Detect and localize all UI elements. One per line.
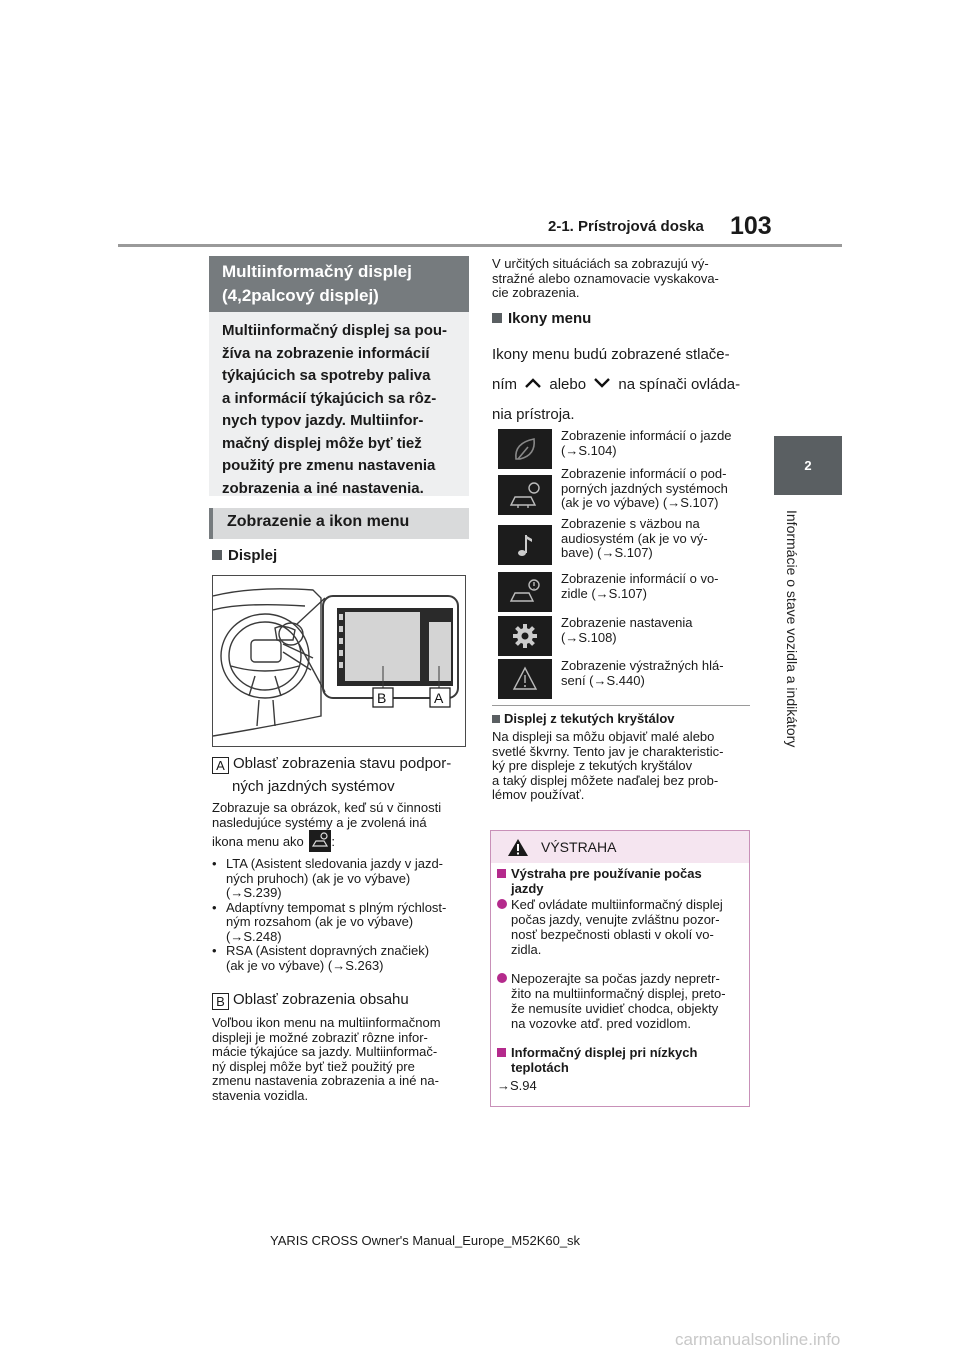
lcd-line: ký pre displeje z tekutých kryštálov xyxy=(492,758,693,773)
menu-item xyxy=(498,616,754,656)
menu-item-line: (→S.104) xyxy=(561,442,617,458)
popup-intro xyxy=(492,257,754,301)
menu-item xyxy=(498,429,754,469)
intro-line: a informácií týkajúcich sa rôz- xyxy=(222,389,437,407)
label-b-box: B xyxy=(212,993,229,1010)
intro-box xyxy=(209,312,469,496)
intro-line: zobrazenia a iné nastavenia. xyxy=(222,479,424,497)
desc-line: mácie týkajúce sa jazdy. Multiinformač- xyxy=(212,1044,438,1059)
menu-text-line2c: na spínači ovláda- xyxy=(618,376,741,393)
area-b-description xyxy=(212,1016,474,1103)
header-rule xyxy=(118,244,842,247)
lcd-line: a taký displej môžete naďalej bez prob- xyxy=(492,772,719,788)
menu-text-line1: Ikony menu budú zobrazené stlače- xyxy=(492,346,730,363)
bullet-dot: • xyxy=(212,899,217,915)
area-a-description xyxy=(212,801,474,852)
section-heading-line1: Multiinformačný displej xyxy=(222,262,412,281)
desc-line-text: ikona menu ako xyxy=(212,834,304,849)
menu-icons-heading xyxy=(492,310,591,327)
desc-line: stavenia vozidla. xyxy=(212,1087,309,1103)
area-a-title-line1: Oblasť zobrazenia stavu podpor- xyxy=(233,755,452,772)
bullet-dot: • xyxy=(212,943,217,958)
warning-line: že nemusíte uvidieť chodca, objekty xyxy=(511,1001,719,1016)
warning-heading-2 xyxy=(497,1045,747,1075)
lcd-line: lémov používať. xyxy=(492,787,585,802)
intro-line: cie zobrazenia. xyxy=(492,285,580,300)
menu-text-line3: nia prístroja. xyxy=(492,406,575,423)
intro-line: stražné alebo oznamovacie vyskakova- xyxy=(492,270,719,286)
menu-text-line2 xyxy=(492,370,757,400)
desc-line: nasledujúce systémy a je zvolená iná xyxy=(212,814,427,830)
intro-line: Multiinformačný displej sa pou- xyxy=(222,322,448,339)
menu-item-line: Zobrazenie informácií o jazde xyxy=(561,428,732,443)
warning-heading-line: Informačný displej pri nízkych xyxy=(511,1045,698,1060)
lcd-heading xyxy=(492,711,675,726)
menu-icons-text xyxy=(492,340,757,430)
chapter-tab: 2 xyxy=(774,436,842,495)
warning-line: počas jazdy, venujte zvláštnu pozor- xyxy=(511,912,720,927)
area-a-title-line2: ných jazdných systémov xyxy=(232,778,395,795)
lcd-line: Na displeji sa môžu objaviť malé alebo xyxy=(492,729,715,744)
warning-box xyxy=(490,830,750,1107)
magenta-square-icon xyxy=(497,869,506,878)
warning-line: žito na multiinformačný displej, preto- xyxy=(511,986,726,1001)
divider xyxy=(492,705,750,706)
bullet-line: ných pruhoch) (ak je vo výbave) xyxy=(226,870,411,886)
bullet-line: (→S.239) xyxy=(226,885,282,900)
warning-reference: →S.94 xyxy=(497,1078,537,1093)
menu-item-line: audiosystém (ak je vo vý- xyxy=(561,530,708,546)
square-bullet-icon xyxy=(492,715,500,723)
menu-item xyxy=(498,516,754,565)
section-heading-line2: (4,2palcový displej) xyxy=(222,286,379,305)
menu-item xyxy=(498,572,754,612)
dashboard-illustration xyxy=(213,576,465,746)
bullet-line: Adaptívny tempomat s plným rýchlost- xyxy=(226,899,447,915)
warning-line: na vozovke atď. pred vozidlom. xyxy=(511,1016,691,1031)
section-title: 2-1. Prístrojová doska xyxy=(548,218,704,235)
menu-item-text xyxy=(561,517,756,561)
desc-line: displeji je možné zobraziť rôzne infor- xyxy=(212,1029,428,1045)
warning-line: Keď ovládate multiinformačný displej xyxy=(511,897,723,912)
menu-item-text xyxy=(561,659,756,688)
menu-item-line: Zobrazenie informácií o vo- xyxy=(561,571,719,586)
menu-item-line: Zobrazenie informácií o pod- xyxy=(561,466,727,481)
warning-heading-line: jazdy xyxy=(511,881,544,896)
driving-assist-icon xyxy=(498,475,552,515)
warning-icon xyxy=(507,838,529,857)
desc-line: Zobrazuje sa obrázok, keď sú v činnosti xyxy=(212,800,442,815)
warning-header xyxy=(491,831,749,863)
bullet-line: LTA (Asistent sledovania jazdy v jazd- xyxy=(226,856,444,871)
menu-item-text xyxy=(561,616,756,645)
label-a-box: A xyxy=(212,757,229,774)
bullet-dot: • xyxy=(212,856,217,871)
intro-line: nych typov jazdy. Multiinfor- xyxy=(222,412,424,429)
magenta-dot-icon xyxy=(497,973,507,983)
assist-menu-icon xyxy=(309,830,331,852)
desc-line: zmenu nastavenia zobrazenia a iné na- xyxy=(212,1073,439,1088)
bullet-line: ným rozsahom (ak je vo výbave) xyxy=(226,914,414,929)
menu-item-line: (ak je vo výbave) (→S.107) xyxy=(561,495,719,510)
square-bullet-icon xyxy=(492,313,502,323)
menu-text-line2b: alebo xyxy=(549,376,587,393)
bullet-line: (ak je vo výbave) (→S.263) xyxy=(226,957,384,973)
display-heading xyxy=(212,547,277,564)
dashboard-figure xyxy=(212,575,466,747)
menu-item xyxy=(498,466,754,515)
intro-line: žíva na zobrazenie informácií xyxy=(222,344,430,362)
desc-line: ný displej môže byť tiež použitý pre xyxy=(212,1058,415,1074)
menu-icons-heading-text: Ikony menu xyxy=(508,310,592,327)
menu-item-line: Zobrazenie nastavenia xyxy=(561,615,693,630)
warning-paragraph-1 xyxy=(497,897,747,957)
figure-label-b: B xyxy=(377,690,387,706)
area-a-title xyxy=(212,752,474,798)
desc-line: Voľbou ikon menu na multiinformačnom xyxy=(212,1015,441,1030)
menu-item-line: bave) (→S.107) xyxy=(561,545,653,560)
menu-item-text xyxy=(561,572,756,601)
intro-line: týkajúcich sa spotreby paliva xyxy=(222,367,431,384)
display-heading-text: Displej xyxy=(228,547,278,564)
menu-item-line: (→S.108) xyxy=(561,629,617,645)
area-b-title xyxy=(212,988,474,1011)
figure-label-a: A xyxy=(434,690,444,706)
menu-item-text xyxy=(561,467,756,511)
intro-line: V určitých situáciách sa zobrazujú vý- xyxy=(492,256,709,271)
menu-item xyxy=(498,659,754,699)
bullet-line: (→S.248) xyxy=(226,928,282,944)
square-bullet-icon xyxy=(212,550,222,560)
page-number: 103 xyxy=(730,212,772,240)
magenta-dot-icon xyxy=(497,899,507,909)
list-item xyxy=(212,944,474,973)
warning-heading-1 xyxy=(497,866,747,896)
warning-heading-line: Výstraha pre používanie počas xyxy=(511,866,702,881)
bullet-line: RSA (Asistent dopravných značiek) xyxy=(226,943,430,958)
chapter-side-title xyxy=(786,510,802,790)
menu-item-line: Zobrazenie s väzbou na xyxy=(561,516,700,531)
lcd-heading-text: Displej z tekutých kryštálov xyxy=(504,711,675,726)
warning-triangle-icon xyxy=(498,659,552,699)
chevron-up-icon xyxy=(524,377,542,389)
chapter-side-title-text: Informácie o stave vozidla a indikátory xyxy=(784,510,800,748)
intro-line: použitý pre zmenu nastavenia xyxy=(222,457,436,474)
warning-paragraph-2 xyxy=(497,971,747,1031)
warning-content xyxy=(497,866,747,1093)
magenta-square-icon xyxy=(497,1048,506,1057)
warning-line: Nepozerajte sa počas jazdy nepretr- xyxy=(511,971,720,986)
warning-line: zidla. xyxy=(511,942,542,957)
watermark: carmanualsonline.info xyxy=(675,1330,841,1349)
menu-item-line: porných jazdných systémoch xyxy=(561,480,728,496)
intro-line: mačný displej môže byť tiež xyxy=(222,434,422,452)
list-item xyxy=(212,901,474,945)
area-b-title-text: Oblasť zobrazenia obsahu xyxy=(233,991,409,1008)
desc-line-end: : xyxy=(331,834,336,849)
music-note-icon xyxy=(498,525,552,565)
menu-text-line2a: ním xyxy=(492,376,518,393)
desc-line xyxy=(212,830,474,852)
menu-item-line: Zobrazenie výstražných hlá- xyxy=(561,658,724,673)
warning-heading-line: teplotách xyxy=(511,1060,569,1075)
subsection-title: Zobrazenie a ikon menu xyxy=(209,508,469,539)
bullet-list xyxy=(212,857,474,973)
warning-title: VÝSTRAHA xyxy=(541,839,617,855)
menu-item-line: sení (→S.440) xyxy=(561,672,645,688)
footer-text: YARIS CROSS Owner's Manual_Europe_M52K60_sk xyxy=(270,1233,581,1248)
vehicle-info-icon xyxy=(498,572,552,612)
lcd-line: svetlé škvrny. Tento jav je charakteristic- xyxy=(492,743,724,759)
section-heading xyxy=(209,256,469,312)
menu-item-line: zidle (→S.107) xyxy=(561,585,647,601)
menu-item-text xyxy=(561,429,756,458)
chevron-down-icon xyxy=(593,377,611,389)
lcd-description xyxy=(492,730,754,803)
assist-menu-glyph xyxy=(309,830,331,852)
leaf-icon xyxy=(498,429,552,469)
gear-icon xyxy=(498,616,552,656)
list-item xyxy=(212,857,474,901)
warning-line: nosť bezpečnosti oblasti v okolí vo- xyxy=(511,927,714,942)
